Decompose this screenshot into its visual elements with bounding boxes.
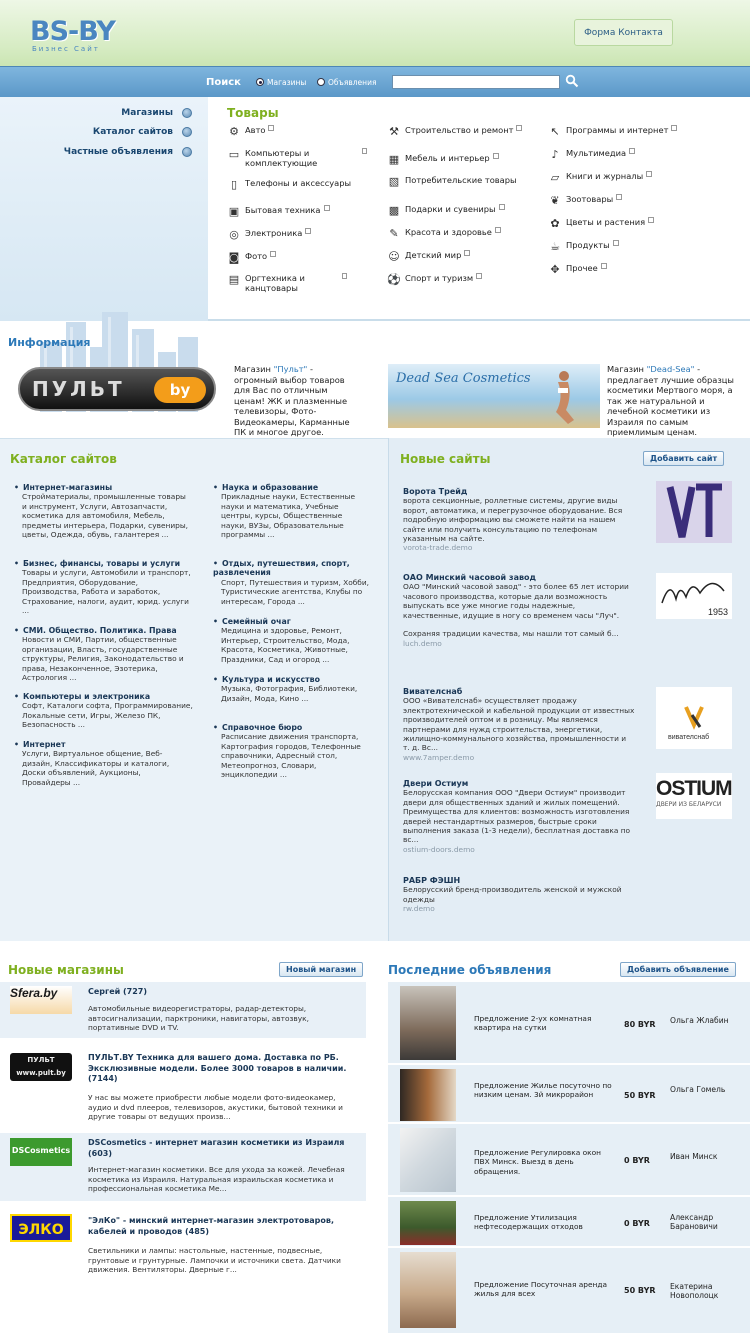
external-link-icon — [268, 125, 274, 131]
cat-software[interactable]: ↖ Программы и интернет — [548, 125, 743, 139]
multimedia-icon: ♪ — [551, 148, 559, 161]
pult-description: Магазин "Пульт" - огромный выбор товаров для Вас по отличным ценам! ЖК и плазменные телевизоры, Фото-Видеокамеры, Карманные ПК и многое другое. — [234, 364, 350, 437]
shop-row-0[interactable] — [0, 982, 366, 1038]
pult-logo-text: ПУЛЬТ — [32, 377, 125, 401]
search-ads-label: Объявления — [328, 78, 377, 87]
search-label: Поиск — [206, 77, 241, 88]
ad-photo-bedroom — [400, 986, 456, 1060]
flower-icon: ✿ — [550, 217, 560, 230]
goods-title: Товары — [227, 106, 279, 120]
nav-ads-bullet-icon[interactable] — [182, 147, 192, 157]
gift-icon: ▩ — [388, 204, 400, 217]
camera-icon: ◙ — [228, 251, 240, 264]
catalog-left-2[interactable]: • СМИ. Общество. Политика. Права Новости и СМИ, Партии, общественные организации, Власть, государственные структуры, Религия, Законодательство и права, Незаконченное, Эзотерика, Астрология ... — [14, 626, 194, 682]
cat-electronics[interactable]: ◎ Электроника — [227, 228, 367, 242]
phone-icon: ▯ — [230, 178, 238, 191]
cat-pets[interactable]: ❦ Зоотовары — [548, 194, 743, 208]
ad-author: Иван Минск — [670, 1152, 718, 1161]
cat-photo[interactable]: ◙ Фото — [227, 251, 367, 265]
ad-title[interactable]: Предложение 2-ух комнатная квартира на сутки — [474, 1014, 592, 1033]
shop-title[interactable]: "ЭлКо" - минский интернет-магазин электротоваров, кабелей и проводов (485) — [88, 1216, 334, 1236]
left-nav-panel — [0, 97, 208, 321]
other-icon: ✥ — [550, 263, 560, 276]
external-link-icon — [305, 228, 311, 234]
cat-office[interactable]: ▤ Оргтехника и канцтовары — [227, 273, 347, 293]
ad-row-2[interactable] — [388, 1124, 750, 1196]
ad-author: Ольга Гомель — [670, 1085, 726, 1094]
computer-icon: ▭ — [228, 148, 240, 161]
ad-author: Ольга Жлабин — [670, 1016, 729, 1025]
vivatel-logo[interactable] — [656, 687, 732, 749]
deadsea-banner[interactable] — [388, 364, 600, 428]
pult-link[interactable]: "Пульт" — [273, 364, 308, 374]
external-link-icon — [601, 263, 607, 269]
external-link-icon — [476, 273, 482, 279]
ad-title[interactable]: Предложение Утилизация нефтесодержащих отходов — [474, 1213, 583, 1232]
beauty-icon: ✎ — [389, 227, 399, 240]
food-icon: ☕ — [550, 240, 560, 253]
external-link-icon — [493, 153, 499, 159]
deadsea-link[interactable]: "Dead-Sea" — [646, 364, 695, 374]
shop-title[interactable]: ПУЛЬТ.BY Техника для вашего дома. Доставка по РБ. Эксклюзивные модели. Более 3000 товаров в наличии. (7144) — [88, 1053, 347, 1083]
ad-photo-room — [400, 1252, 456, 1328]
hammer-icon: ⚒ — [389, 125, 399, 138]
shop-description: Светильники и лампы: настольные, настенные, подвесные, грунтовые и грунтурные. Лампочки и источники света. Датчики движения. Вентиляторы. Дверные г... — [88, 1246, 341, 1275]
basket-icon: ▧ — [388, 175, 400, 188]
latest-ads-title: Последние объявления — [388, 963, 552, 977]
ad-photo-kitchen — [400, 1069, 456, 1121]
external-link-icon — [499, 204, 505, 210]
cat-auto[interactable]: ⚙ Авто — [227, 125, 367, 139]
external-link-icon — [648, 217, 654, 223]
catalog-right-0[interactable]: • Наука и образование Прикладные науки, Естественные науки и математика, Учебные центры, курсы, Общественные науки, ВУЗы, Образовательные программы ... — [213, 483, 365, 539]
new-site-0[interactable]: Ворота Трейд ворота секционные, роллетные системы, другие виды ворот, автоматика, и перегрузочное оборудование. Вся подробную информацию вы сможете найти на нашем сайте или получить консультацию по телефонам указанным на сайте. vorota-trade.demo — [403, 487, 623, 553]
cat-food[interactable]: ☕ Продукты — [548, 240, 743, 254]
shop-description: Автомобильные видеорегистраторы, радар-детекторы, автосигнализации, парктроники, навигаторы, автозвук, портативные DVD и TV. — [88, 1004, 309, 1033]
site-logo[interactable]: BS-BY — [30, 16, 115, 47]
ostium-logo-sub: ДВЕРИ ИЗ БЕЛАРУСИ — [656, 801, 722, 808]
external-link-icon — [362, 148, 367, 154]
cat-flowers[interactable]: ✿ Цветы и растения — [548, 217, 743, 231]
new-site-4[interactable]: РАБР ФЭШН Белорусский бренд-производитель женской и мужской одежды rw.demo — [403, 876, 622, 914]
luch-signature-icon — [656, 573, 732, 619]
external-link-icon — [616, 194, 622, 200]
goods-categories-panel — [208, 97, 750, 321]
cat-furniture[interactable]: ▦ Мебель и интерьер — [387, 153, 547, 167]
catalog-left-1[interactable]: • Бизнес, финансы, товары и услуги Товары и услуги, Автомобили и транспорт, Предприятия, Оборудование, Производства, Работа и заработок, Страхование, налоги, аудит, юрид. услуги ... — [14, 559, 194, 615]
cat-beauty[interactable]: ✎ Красота и здоровье — [387, 227, 547, 241]
ad-title[interactable]: Предложение Регулировка окон ПВХ Минск. Выезд в день обращения. — [474, 1148, 601, 1176]
cat-construction[interactable]: ⚒ Строительство и ремонт — [387, 125, 547, 139]
cursor-icon: ↖ — [550, 125, 560, 138]
shop-row-2[interactable] — [0, 1133, 366, 1201]
nav-site-catalog[interactable]: Каталог сайтов — [92, 127, 173, 137]
catalog-right-3[interactable]: • Культура и искусство Музыка, Фотография, Библиотеки, Дизайн, Мода, Кино ... — [213, 675, 371, 703]
ad-price: 0 BYR — [624, 1156, 650, 1165]
site-logo-subtitle: Бизнес Сайт — [32, 45, 100, 53]
external-link-icon — [270, 251, 276, 257]
external-link-icon — [495, 227, 501, 233]
toy-icon: ☺ — [388, 250, 400, 263]
ad-row-0[interactable] — [388, 982, 750, 1064]
cat-consumer[interactable]: ▧ Потребительские товары — [388, 175, 517, 188]
vivatel-logo-icon — [656, 687, 732, 749]
cat-sport[interactable]: ⚽ Спорт и туризм — [387, 273, 547, 287]
shop-row-3[interactable] — [0, 1206, 366, 1282]
ad-title[interactable]: Предложение Жилье посуточно по низким ценам. 3й микрорайон — [474, 1081, 612, 1100]
cat-multimedia[interactable]: ♪ Мультимедиа — [548, 148, 743, 162]
external-link-icon — [629, 148, 635, 154]
info-title: Информация — [8, 336, 91, 349]
shop-description: У нас вы можете приобрести любые модели фото-видеокамер, аудио и dvd плееров, телевизоров, акустики, бытовой техники и другие товары от ведущих произв... — [88, 1093, 343, 1122]
cat-appliances[interactable]: ▣ Бытовая техника — [227, 205, 367, 219]
svg-text:1953: 1953 — [708, 607, 729, 617]
pult-logo-by: by — [154, 377, 206, 403]
paw-icon: ❦ — [550, 194, 560, 207]
search-icon[interactable] — [565, 74, 579, 88]
add-ad-button[interactable]: Добавить объявление — [620, 962, 736, 977]
vorota-logo[interactable] — [656, 481, 732, 543]
ball-icon: ⚽ — [387, 273, 401, 286]
search-shops-label: Магазины — [267, 78, 307, 87]
external-link-icon — [671, 125, 677, 131]
cat-kids[interactable]: ☺ Детский мир — [387, 250, 547, 264]
elko-logo: ЭЛКО — [10, 1214, 72, 1242]
printer-icon: ▤ — [228, 273, 240, 286]
shop-title[interactable]: Сергей (727) — [88, 987, 148, 996]
external-link-icon — [613, 240, 619, 246]
cat-books[interactable]: ▱ Книги и журналы — [548, 171, 743, 185]
model-image — [538, 368, 588, 426]
ad-row-1[interactable] — [388, 1065, 750, 1123]
external-link-icon — [646, 171, 652, 177]
catalog-left-4[interactable]: • Интернет Услуги, Виртуальное общение, Веб-дизайн, Классификаторы и каталоги, Доски объявлений, Аукционы, Провайдеры ... — [14, 740, 186, 787]
ad-photo-window — [400, 1128, 456, 1192]
new-shop-button[interactable]: Новый магазин — [279, 962, 363, 977]
external-link-icon — [324, 205, 330, 211]
pult-banner[interactable] — [18, 367, 216, 411]
ad-price: 0 BYR — [624, 1219, 650, 1228]
shop-description: Интернет-магазин косметики. Все для ухода за кожей. Лечебная косметика из Израиля. Натуральная израильская косметика и профессиональная косметика Ме... — [88, 1165, 345, 1194]
search-ads-radio[interactable] — [317, 78, 325, 86]
catalog-right-1[interactable]: • Отдых, путешествия, спорт, развлечения Спорт, Путешествия и туризм, Хобби, Туристические агентства, Клубы по интересам, Города ... — [213, 559, 371, 606]
ad-photo-barrels — [400, 1201, 456, 1245]
ad-author: Екатерина Новополоцк — [670, 1282, 719, 1301]
dscosmetics-logo: DSCosmetics — [10, 1138, 72, 1166]
contact-form-button[interactable]: Форма Контакта — [574, 19, 673, 46]
cat-other[interactable]: ✥ Прочее — [548, 263, 743, 277]
add-site-button[interactable]: Добавить сайт — [643, 451, 724, 466]
catalog-left-0[interactable]: • Интернет-магазины Стройматериалы, промышленные товары и инструмент, Услуги, Автозапчасти, косметика для автомобиля, Мебель, предметы интерьера, Подарки, сувениры, цветы, Одежда, обувь, галантерея ... — [14, 483, 192, 539]
catalog-left-3[interactable]: • Компьютеры и электроника Софт, Каталоги софта, Программирование, Локальные сети, Игры, Железо ПК, Безопасность ... — [14, 692, 194, 730]
pult-shop-logo: ПУЛЬТ www.pult.by — [10, 1053, 72, 1081]
search-bar — [0, 66, 750, 97]
ad-row-4[interactable] — [388, 1248, 750, 1334]
svg-text:вивателснаб: вивателснаб — [668, 734, 710, 741]
shop-row-1[interactable] — [0, 1047, 366, 1129]
ostium-logo-text: OSTIUM — [656, 777, 732, 800]
catalog-right-2[interactable]: • Семейный очаг Медицина и здоровье, Ремонт, Интерьер, Строительство, Мода, Красота, Косметика, Животные, Праздники, Сад и огород ... — [213, 617, 371, 664]
ad-price: 80 BYR — [624, 1020, 656, 1029]
ad-price: 50 BYR — [624, 1091, 656, 1100]
new-site-3[interactable]: Двери Остиум Белорусская компания ООО "Двери Остиум" производит двери для общественных зданий и жилых помещений. Преимущества для клиентов: возможность изготовления дверей нестандартных размеров, быстрые сроки выполнения заказа (1-3 недели), бесплатная доставка по вс... ostium-doors.demo — [403, 779, 631, 854]
ad-price: 50 BYR — [624, 1286, 656, 1295]
ad-title[interactable]: Предложение Посуточная аренда жилья для всех — [474, 1280, 607, 1299]
electronics-icon: ◎ — [229, 228, 239, 241]
nav-shops[interactable]: Магазины — [121, 108, 173, 118]
external-link-icon — [516, 125, 522, 131]
catalog-right-4[interactable]: • Справочное бюро Расписание движения транспорта, Картография городов, Телефонные справочники, Адресный стол, Метеопрогноз, Словари, энциклопедии ... — [213, 723, 365, 779]
sfera-logo: Sfera.by — [10, 986, 72, 1014]
header — [0, 0, 750, 66]
new-site-2[interactable]: Вивателснаб ООО «Вивателснаб» осуществляет продажу электротехнической и кабельной продукции от известных производителей оптом и в розницу. Мы являемся партнерами для нужд строительства, энергетики, жилищно-коммунального хозяйства, промышленности и т. д. Вс... www.7amper.demo — [403, 687, 635, 762]
car-icon: ⚙ — [229, 125, 239, 138]
cat-computers[interactable]: ▭ Компьютеры и комплектующие — [227, 148, 367, 168]
ad-author: Александр Барановичи — [670, 1213, 718, 1232]
vt-logo-icon — [656, 481, 732, 543]
ad-row-3[interactable] — [388, 1197, 750, 1247]
external-link-icon — [342, 273, 347, 279]
cat-gifts[interactable]: ▩ Подарки и сувениры — [387, 204, 547, 218]
external-link-icon — [464, 250, 470, 256]
catalog-title: Каталог сайтов — [10, 452, 117, 466]
appliance-icon: ▣ — [228, 205, 240, 218]
new-sites-title: Новые сайты — [400, 452, 491, 466]
ostium-logo[interactable] — [656, 773, 732, 819]
luch-logo[interactable] — [656, 573, 732, 619]
deadsea-description: Магазин "Dead-Sea" - предлагает лучшие образцы косметики Мертвого моря, а так же натуральной и лечебной косметики из Израиля по самым приемлимым ценам. — [607, 364, 734, 437]
new-site-1[interactable]: ОАО Минский часовой завод ОАО "Минский часовой завод" - это более 65 лет истории часового производства, которые дали возможность выпускать все уже многие годы надежные, качественные, идущие в ногу со временем часы "Луч". Сохраняя традиции качества, мы нашли тот самый б... luch.demo — [403, 573, 629, 648]
nav-shops-bullet-icon[interactable] — [182, 108, 192, 118]
new-shops-title: Новые магазины — [8, 963, 124, 977]
search-shops-radio[interactable] — [256, 78, 264, 86]
nav-private-ads[interactable]: Частные объявления — [63, 147, 173, 157]
deadsea-logo-text: Dead Sea Cosmetics — [396, 371, 531, 386]
cat-phones[interactable]: ▯ Телефоны и аксессуары — [227, 178, 382, 192]
nav-catalog-bullet-icon[interactable] — [182, 127, 192, 137]
search-input[interactable] — [392, 75, 560, 89]
furniture-icon: ▦ — [388, 153, 400, 166]
shop-title[interactable]: DSCosmetics - интернет магазин косметики из Израиля (603) — [88, 1138, 345, 1158]
book-icon: ▱ — [550, 171, 560, 184]
